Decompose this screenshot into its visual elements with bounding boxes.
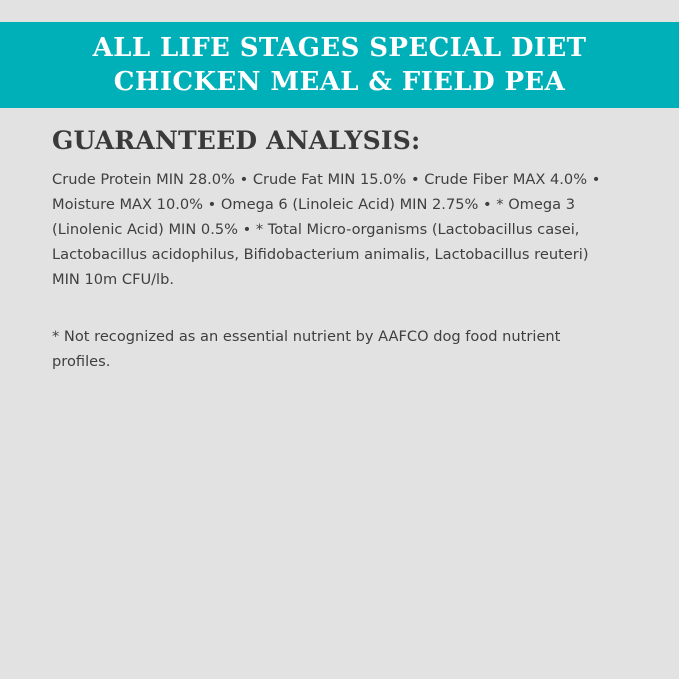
banner-title-line-2: CHICKEN MEAL & FIELD PEA — [113, 67, 566, 97]
product-title-banner — [0, 22, 679, 108]
guaranteed-analysis-section — [0, 108, 679, 679]
banner-title-line-1: ALL LIFE STAGES SPECIAL DIET — [92, 33, 587, 63]
top-margin-strip — [0, 0, 679, 22]
section-heading: GUARANTEED ANALYSIS: — [52, 126, 421, 155]
guaranteed-analysis-text: Crude Protein MIN 28.0% • Crude Fat MIN 15.0% • Crude Fiber MAX 4.0% • Moisture MAX 10.0% • Omega 6 (Linoleic Acid) MIN 2.75% • * Omega 3 (Linolenic Acid) MIN 0.5% • * Total Micro-organisms (Lactobacillus casei, Lactobacillus acidophilus, Bifidobacterium animalis, Lactobacillus reuteri) MIN 10m CFU/lb. — [52, 171, 601, 288]
footnote-text: * Not recognized as an essential nutrient by AAFCO dog food nutrient profiles. — [52, 328, 561, 370]
